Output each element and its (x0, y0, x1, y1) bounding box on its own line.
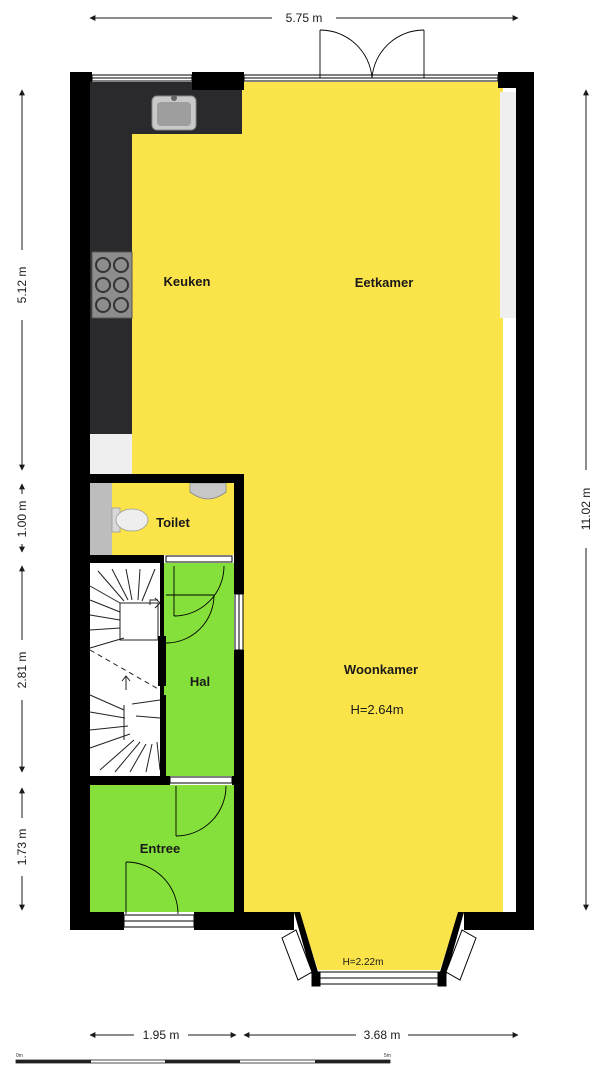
dim-bottom-right: 3.68 m (363, 1028, 401, 1042)
dim-left-2: 1.00 m (15, 500, 29, 538)
label-keuken: Keuken (163, 274, 211, 289)
toilet-wall-panel (90, 483, 112, 555)
wall-panel-eetkamer (500, 92, 516, 318)
window-toilet-hal (166, 556, 232, 562)
sink-icon (152, 95, 196, 130)
scale-end-label: 5m (384, 1053, 391, 1059)
dim-left-4: 1.73 m (15, 828, 29, 866)
dim-right-total: 11.02 m (579, 487, 593, 531)
dim-left-1: 5.12 m (15, 266, 29, 304)
label-hal: Hal (189, 674, 211, 689)
label-height-main: H=2.64m (350, 702, 404, 717)
stove-icon (92, 252, 132, 318)
scale-start-label: 0m (16, 1053, 23, 1059)
dim-bottom-left: 1.95 m (142, 1028, 180, 1042)
label-height-bay: H=2.22m (342, 957, 384, 968)
dim-left-3: 2.81 m (15, 651, 29, 689)
dim-top-width: 5.75 m (285, 11, 323, 25)
label-entree: Entree (139, 841, 181, 856)
toilet-icon (112, 508, 148, 532)
label-toilet: Toilet (156, 515, 190, 530)
scale-bar (16, 1053, 391, 1063)
wall-panel-kitchen (90, 434, 132, 474)
french-door-icon (320, 30, 424, 78)
label-woonkamer: Woonkamer (343, 662, 419, 677)
window-hal-entree (170, 777, 232, 783)
floors (90, 82, 503, 970)
label-eetkamer: Eetkamer (354, 275, 414, 290)
